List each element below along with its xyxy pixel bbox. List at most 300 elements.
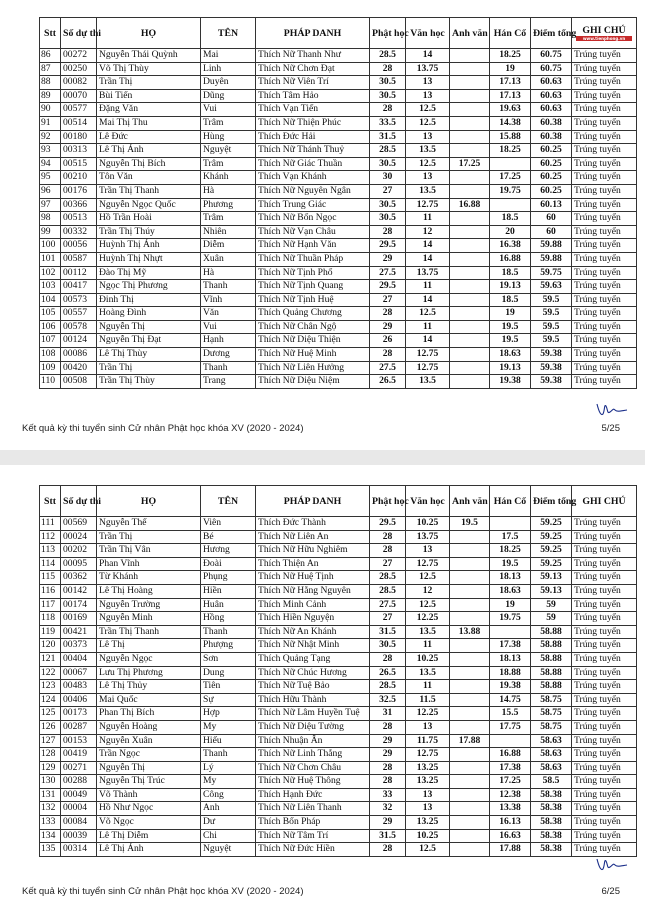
- cell-ten: Trâm: [201, 212, 256, 226]
- cell-ten: Vĩnh: [201, 293, 256, 307]
- cell-anh-van: [450, 184, 490, 198]
- cell-stt: 131: [40, 788, 61, 802]
- cell-ghi-chu: Trúng tuyển: [572, 612, 637, 626]
- cell-so-du-thi: 00082: [61, 76, 97, 90]
- cell-anh-van: [450, 693, 490, 707]
- cell-phat-hoc: 28: [370, 62, 406, 76]
- cell-han-co: 19.75: [490, 612, 531, 626]
- cell-phat-hoc: 28: [370, 843, 406, 857]
- cell-ho: Lê Thị Ánh: [97, 144, 201, 158]
- cell-stt: 103: [40, 280, 61, 294]
- cell-phat-hoc: 26.5: [370, 375, 406, 389]
- cell-ten: Diễm: [201, 239, 256, 253]
- cell-anh-van: [450, 225, 490, 239]
- cell-diem-tong: 58.88: [531, 680, 572, 694]
- table-row: [40, 62, 637, 76]
- table-row: [40, 184, 637, 198]
- cell-diem-tong: 59.5: [531, 320, 572, 334]
- cell-phat-hoc: 28.5: [370, 49, 406, 63]
- cell-ho: Huỳnh Thị Ánh: [97, 239, 201, 253]
- col-so-du-thi: Số dự thi: [61, 18, 97, 49]
- signature-icon: [595, 398, 629, 420]
- table-row: [40, 334, 637, 348]
- cell-van-hoc: 12: [406, 584, 450, 598]
- col-han-co: Hán Cổ: [490, 18, 531, 49]
- cell-han-co: 19.38: [490, 680, 531, 694]
- cell-ho: Lê Thị Thủy: [97, 680, 201, 694]
- cell-ho: Trần Thị Vân: [97, 544, 201, 558]
- cell-ho: Phan Vĩnh: [97, 557, 201, 571]
- table-row: [40, 76, 637, 90]
- cell-diem-tong: 59.38: [531, 375, 572, 389]
- cell-van-hoc: 11.5: [406, 693, 450, 707]
- cell-diem-tong: 60.25: [531, 171, 572, 185]
- cell-diem-tong: 58.88: [531, 666, 572, 680]
- cell-anh-van: [450, 239, 490, 253]
- cell-phap-danh: Thích Nhuận Ân: [256, 734, 370, 748]
- cell-stt: 108: [40, 348, 61, 362]
- cell-so-du-thi: 00056: [61, 239, 97, 253]
- cell-so-du-thi: 00420: [61, 361, 97, 375]
- cell-diem-tong: 60.75: [531, 62, 572, 76]
- cell-phat-hoc: 29.5: [370, 280, 406, 294]
- cell-ten: Huân: [201, 598, 256, 612]
- cell-han-co: [490, 625, 531, 639]
- cell-ghi-chu: Trúng tuyển: [572, 307, 637, 321]
- cell-anh-van: [450, 361, 490, 375]
- cell-han-co: 19: [490, 62, 531, 76]
- table-row: [40, 571, 637, 585]
- cell-ten: Hạnh: [201, 334, 256, 348]
- cell-phap-danh: Thích Nữ Thanh Như: [256, 49, 370, 63]
- cell-anh-van: [450, 252, 490, 266]
- cell-phat-hoc: 27: [370, 612, 406, 626]
- cell-phat-hoc: 29: [370, 252, 406, 266]
- cell-phat-hoc: 28: [370, 530, 406, 544]
- cell-anh-van: [450, 788, 490, 802]
- cell-ho: Nguyễn Thị Trúc: [97, 775, 201, 789]
- cell-phat-hoc: 29.5: [370, 517, 406, 531]
- cell-so-du-thi: 00202: [61, 544, 97, 558]
- col-stt: Stt: [40, 18, 61, 49]
- cell-van-hoc: 12.5: [406, 103, 450, 117]
- cell-phap-danh: Thích Nữ Diệu Thiện: [256, 334, 370, 348]
- cell-ghi-chu: Trúng tuyển: [572, 571, 637, 585]
- cell-ho: Lê Thị Ánh: [97, 843, 201, 857]
- cell-diem-tong: 60.38: [531, 130, 572, 144]
- cell-ho: Bùi Tiến: [97, 89, 201, 103]
- cell-phat-hoc: 30.5: [370, 157, 406, 171]
- cell-phat-hoc: 28: [370, 544, 406, 558]
- cell-ghi-chu: Trúng tuyển: [572, 680, 637, 694]
- cell-anh-van: [450, 320, 490, 334]
- cell-phap-danh: Thích Nữ Liên An: [256, 530, 370, 544]
- cell-stt: 104: [40, 293, 61, 307]
- cell-phap-danh: Thích Nữ An Khánh: [256, 625, 370, 639]
- col-van-hoc: Văn học: [406, 486, 450, 517]
- cell-han-co: 16.63: [490, 829, 531, 843]
- cell-anh-van: 17.88: [450, 734, 490, 748]
- cell-ghi-chu: Trúng tuyển: [572, 76, 637, 90]
- cell-phat-hoc: 28: [370, 307, 406, 321]
- table-row: [40, 225, 637, 239]
- table-row: [40, 788, 637, 802]
- cell-stt: 89: [40, 89, 61, 103]
- signature-icon: [595, 853, 629, 875]
- cell-stt: 134: [40, 829, 61, 843]
- cell-anh-van: [450, 171, 490, 185]
- cell-ghi-chu: Trúng tuyển: [572, 320, 637, 334]
- cell-stt: 112: [40, 530, 61, 544]
- cell-han-co: 19.5: [490, 334, 531, 348]
- cell-stt: 99: [40, 225, 61, 239]
- cell-phap-danh: Thích Quảng Chương: [256, 307, 370, 321]
- cell-han-co: 16.38: [490, 239, 531, 253]
- cell-han-co: 19.5: [490, 557, 531, 571]
- cell-phat-hoc: 33.5: [370, 116, 406, 130]
- cell-han-co: 14.75: [490, 693, 531, 707]
- results-table: [39, 17, 637, 389]
- cell-phat-hoc: 30.5: [370, 212, 406, 226]
- cell-anh-van: [450, 720, 490, 734]
- cell-ten: My: [201, 720, 256, 734]
- cell-phap-danh: Thích Tâm Hảo: [256, 89, 370, 103]
- cell-anh-van: [450, 598, 490, 612]
- col-phap-danh: PHÁP DANH: [256, 18, 370, 49]
- cell-diem-tong: 60.63: [531, 89, 572, 103]
- cell-ghi-chu: Trúng tuyển: [572, 843, 637, 857]
- cell-stt: 117: [40, 598, 61, 612]
- cell-ghi-chu: Trúng tuyển: [572, 171, 637, 185]
- cell-diem-tong: 59.25: [531, 530, 572, 544]
- cell-so-du-thi: 00573: [61, 293, 97, 307]
- cell-han-co: 18.5: [490, 266, 531, 280]
- cell-phap-danh: Thích Nữ Đức Hiền: [256, 843, 370, 857]
- cell-so-du-thi: 00070: [61, 89, 97, 103]
- col-phat-hoc: Phật học: [370, 18, 406, 49]
- cell-phat-hoc: 29.5: [370, 239, 406, 253]
- cell-van-hoc: 13.25: [406, 816, 450, 830]
- cell-ho: Nguyễn Xuân: [97, 734, 201, 748]
- table-row: [40, 680, 637, 694]
- cell-han-co: [490, 517, 531, 531]
- cell-ghi-chu: Trúng tuyển: [572, 693, 637, 707]
- cell-so-du-thi: 00514: [61, 116, 97, 130]
- cell-ho: Hồ Trần Hoài: [97, 212, 201, 226]
- cell-phap-danh: Thích Hữu Thành: [256, 693, 370, 707]
- cell-ghi-chu: Trúng tuyển: [572, 361, 637, 375]
- cell-han-co: 16.88: [490, 748, 531, 762]
- cell-han-co: 18.5: [490, 293, 531, 307]
- cell-han-co: 17.75: [490, 720, 531, 734]
- cell-han-co: 18.25: [490, 49, 531, 63]
- cell-anh-van: [450, 680, 490, 694]
- cell-diem-tong: 58.38: [531, 788, 572, 802]
- cell-van-hoc: 14: [406, 293, 450, 307]
- cell-ten: Văn: [201, 307, 256, 321]
- cell-ho: Lê Đức: [97, 130, 201, 144]
- cell-phap-danh: Thích Nữ Nguyên Ngân: [256, 184, 370, 198]
- col-ghi-chu: [572, 18, 637, 49]
- table-row: [40, 748, 637, 762]
- cell-ten: Hà: [201, 266, 256, 280]
- cell-han-co: 17.25: [490, 171, 531, 185]
- cell-anh-van: [450, 103, 490, 117]
- cell-han-co: 18.25: [490, 144, 531, 158]
- cell-van-hoc: 13.5: [406, 144, 450, 158]
- cell-phap-danh: Thích Nữ Huệ Tịnh: [256, 571, 370, 585]
- cell-anh-van: [450, 571, 490, 585]
- cell-ghi-chu: Trúng tuyển: [572, 198, 637, 212]
- table-row: [40, 775, 637, 789]
- cell-van-hoc: 10.25: [406, 517, 450, 531]
- cell-han-co: [490, 734, 531, 748]
- cell-van-hoc: 12.75: [406, 198, 450, 212]
- cell-so-du-thi: 00142: [61, 584, 97, 598]
- cell-diem-tong: 58.75: [531, 693, 572, 707]
- cell-phap-danh: Thích Nữ Lâm Huyền Tuệ: [256, 707, 370, 721]
- cell-anh-van: 19.5: [450, 517, 490, 531]
- cell-ten: Hùng: [201, 130, 256, 144]
- cell-diem-tong: 60.75: [531, 49, 572, 63]
- cell-ten: Thanh: [201, 748, 256, 762]
- cell-phat-hoc: 28: [370, 103, 406, 117]
- col-so-du-thi: Số dự thi: [61, 486, 97, 517]
- cell-phap-danh: Thích Nữ Giác Thuần: [256, 157, 370, 171]
- cell-so-du-thi: 00569: [61, 517, 97, 531]
- table-row: [40, 816, 637, 830]
- cell-anh-van: [450, 761, 490, 775]
- cell-ho: Nguyễn Thái Quỳnh: [97, 49, 201, 63]
- cell-van-hoc: 13: [406, 720, 450, 734]
- cell-diem-tong: 58.88: [531, 625, 572, 639]
- cell-phat-hoc: 27: [370, 184, 406, 198]
- cell-anh-van: 13.88: [450, 625, 490, 639]
- cell-ten: Tiên: [201, 680, 256, 694]
- cell-ho: Trần Thị Thúy: [97, 225, 201, 239]
- cell-stt: 133: [40, 816, 61, 830]
- cell-phap-danh: Thích Nữ Chơn Đạt: [256, 62, 370, 76]
- cell-ten: Dũng: [201, 89, 256, 103]
- cell-ten: Thanh: [201, 280, 256, 294]
- cell-phat-hoc: 29: [370, 748, 406, 762]
- cell-ho: Võ Ngọc: [97, 816, 201, 830]
- cell-ho: Lê Thị Hoàng: [97, 584, 201, 598]
- cell-phap-danh: Thích Nữ Hạnh Văn: [256, 239, 370, 253]
- cell-phap-danh: Thích Hạnh Đức: [256, 788, 370, 802]
- cell-ten: Phụng: [201, 571, 256, 585]
- cell-van-hoc: 12.25: [406, 612, 450, 626]
- cell-ghi-chu: Trúng tuyển: [572, 707, 637, 721]
- cell-so-du-thi: 00419: [61, 748, 97, 762]
- cell-diem-tong: 59: [531, 598, 572, 612]
- cell-ghi-chu: Trúng tuyển: [572, 334, 637, 348]
- table-row: [40, 625, 637, 639]
- newspaper-stamp: www.tienphong.vn: [576, 36, 632, 41]
- cell-ten: Chi: [201, 829, 256, 843]
- cell-anh-van: [450, 280, 490, 294]
- cell-so-du-thi: 00578: [61, 320, 97, 334]
- cell-ho: Huỳnh Thị Nhựt: [97, 252, 201, 266]
- cell-stt: 130: [40, 775, 61, 789]
- cell-so-du-thi: 00404: [61, 652, 97, 666]
- cell-ho: Nguyễn Minh: [97, 612, 201, 626]
- cell-van-hoc: 14: [406, 239, 450, 253]
- cell-stt: 123: [40, 680, 61, 694]
- cell-ho: Đặng Văn: [97, 103, 201, 117]
- cell-so-du-thi: 00112: [61, 266, 97, 280]
- cell-so-du-thi: 00373: [61, 639, 97, 653]
- cell-ten: Dư: [201, 816, 256, 830]
- table-row: [40, 584, 637, 598]
- cell-phat-hoc: 30.5: [370, 198, 406, 212]
- cell-phap-danh: Thích Thiện An: [256, 557, 370, 571]
- cell-ten: Hồng: [201, 612, 256, 626]
- cell-van-hoc: 11: [406, 280, 450, 294]
- col-ho: HỌ: [97, 18, 201, 49]
- cell-stt: 127: [40, 734, 61, 748]
- cell-ghi-chu: Trúng tuyển: [572, 748, 637, 762]
- cell-diem-tong: 58.88: [531, 652, 572, 666]
- cell-han-co: 19.13: [490, 361, 531, 375]
- cell-anh-van: [450, 707, 490, 721]
- cell-phap-danh: Thích Nữ Tâm Trí: [256, 829, 370, 843]
- cell-ghi-chu: Trúng tuyển: [572, 375, 637, 389]
- cell-ho: Hoàng Đình: [97, 307, 201, 321]
- cell-stt: 88: [40, 76, 61, 90]
- cell-van-hoc: 12.5: [406, 571, 450, 585]
- table-body: [40, 49, 637, 389]
- cell-ten: Dương: [201, 348, 256, 362]
- cell-ho: Mai Thị Thu: [97, 116, 201, 130]
- col-anh-van: Anh văn: [450, 486, 490, 517]
- cell-phap-danh: Thích Nữ Thánh Thuỷ: [256, 144, 370, 158]
- cell-ho: Võ Thành: [97, 788, 201, 802]
- cell-ghi-chu: Trúng tuyển: [572, 557, 637, 571]
- cell-so-du-thi: 00314: [61, 843, 97, 857]
- table-row: [40, 361, 637, 375]
- table-row: [40, 639, 637, 653]
- cell-ten: Trang: [201, 375, 256, 389]
- table-row: [40, 720, 637, 734]
- cell-diem-tong: 59.88: [531, 239, 572, 253]
- table-row: [40, 49, 637, 63]
- page-number: 6/25: [601, 886, 620, 897]
- cell-han-co: 15.5: [490, 707, 531, 721]
- cell-van-hoc: 13: [406, 130, 450, 144]
- cell-ho: Trần Thị: [97, 530, 201, 544]
- cell-phap-danh: Thích Nữ Viên Trí: [256, 76, 370, 90]
- cell-van-hoc: 13: [406, 544, 450, 558]
- cell-phat-hoc: 28: [370, 761, 406, 775]
- cell-diem-tong: 60.13: [531, 198, 572, 212]
- cell-stt: 90: [40, 103, 61, 117]
- cell-van-hoc: 13: [406, 89, 450, 103]
- cell-so-du-thi: 00366: [61, 198, 97, 212]
- table-row: [40, 375, 637, 389]
- cell-so-du-thi: 00557: [61, 307, 97, 321]
- cell-phat-hoc: 27: [370, 293, 406, 307]
- cell-han-co: 17.38: [490, 639, 531, 653]
- cell-han-co: 19.38: [490, 375, 531, 389]
- cell-so-du-thi: 00173: [61, 707, 97, 721]
- cell-ho: Ngọc Thị Phương: [97, 280, 201, 294]
- cell-so-du-thi: 00272: [61, 49, 97, 63]
- col-ho: HỌ: [97, 486, 201, 517]
- table-row: [40, 761, 637, 775]
- cell-ghi-chu: Trúng tuyển: [572, 239, 637, 253]
- cell-phap-danh: Thích Nữ Diệu Niệm: [256, 375, 370, 389]
- cell-van-hoc: 13: [406, 171, 450, 185]
- cell-stt: 107: [40, 334, 61, 348]
- cell-phap-danh: Thích Nữ Huệ Thông: [256, 775, 370, 789]
- cell-diem-tong: 58.63: [531, 734, 572, 748]
- cell-phap-danh: Thích Nữ Tịnh Phổ: [256, 266, 370, 280]
- cell-ho: Mai Quốc: [97, 693, 201, 707]
- cell-phat-hoc: 27: [370, 557, 406, 571]
- cell-ho: Nguyễn Trường: [97, 598, 201, 612]
- cell-han-co: [490, 198, 531, 212]
- cell-ghi-chu: Trúng tuyển: [572, 517, 637, 531]
- cell-van-hoc: 14: [406, 49, 450, 63]
- cell-stt: 87: [40, 62, 61, 76]
- cell-phap-danh: Thích Hiền Nguyện: [256, 612, 370, 626]
- cell-han-co: 20: [490, 225, 531, 239]
- cell-ho: Trần Thị: [97, 361, 201, 375]
- cell-van-hoc: 10.25: [406, 829, 450, 843]
- cell-stt: 109: [40, 361, 61, 375]
- cell-so-du-thi: 00084: [61, 816, 97, 830]
- cell-diem-tong: 59.25: [531, 557, 572, 571]
- cell-diem-tong: 60.63: [531, 103, 572, 117]
- cell-phap-danh: Thích Nữ Chân Ngộ: [256, 320, 370, 334]
- cell-diem-tong: 59.88: [531, 252, 572, 266]
- cell-stt: 132: [40, 802, 61, 816]
- cell-han-co: 13.38: [490, 802, 531, 816]
- cell-anh-van: [450, 544, 490, 558]
- cell-van-hoc: 13.75: [406, 530, 450, 544]
- cell-phat-hoc: 28: [370, 652, 406, 666]
- cell-ten: Phượng: [201, 639, 256, 653]
- cell-phap-danh: Thích Minh Cảnh: [256, 598, 370, 612]
- cell-ten: Lý: [201, 761, 256, 775]
- cell-phat-hoc: 28.5: [370, 584, 406, 598]
- cell-van-hoc: 13: [406, 788, 450, 802]
- cell-ten: Khánh: [201, 171, 256, 185]
- cell-so-du-thi: 00174: [61, 598, 97, 612]
- cell-diem-tong: 59.38: [531, 348, 572, 362]
- cell-ten: Nguyệt: [201, 144, 256, 158]
- table-row: [40, 320, 637, 334]
- cell-van-hoc: 12.5: [406, 843, 450, 857]
- cell-diem-tong: 59.25: [531, 517, 572, 531]
- cell-phat-hoc: 27.5: [370, 361, 406, 375]
- cell-diem-tong: 60: [531, 225, 572, 239]
- cell-diem-tong: 58.75: [531, 720, 572, 734]
- cell-phap-danh: Thích Nữ Liên Hưởng: [256, 361, 370, 375]
- cell-han-co: 18.63: [490, 584, 531, 598]
- table-row: [40, 198, 637, 212]
- cell-ten: Hương: [201, 544, 256, 558]
- cell-diem-tong: 60: [531, 212, 572, 226]
- cell-han-co: 14.38: [490, 116, 531, 130]
- table-row: [40, 652, 637, 666]
- cell-so-du-thi: 00024: [61, 530, 97, 544]
- cell-stt: 101: [40, 252, 61, 266]
- cell-stt: 86: [40, 49, 61, 63]
- cell-anh-van: [450, 612, 490, 626]
- cell-ten: Đoài: [201, 557, 256, 571]
